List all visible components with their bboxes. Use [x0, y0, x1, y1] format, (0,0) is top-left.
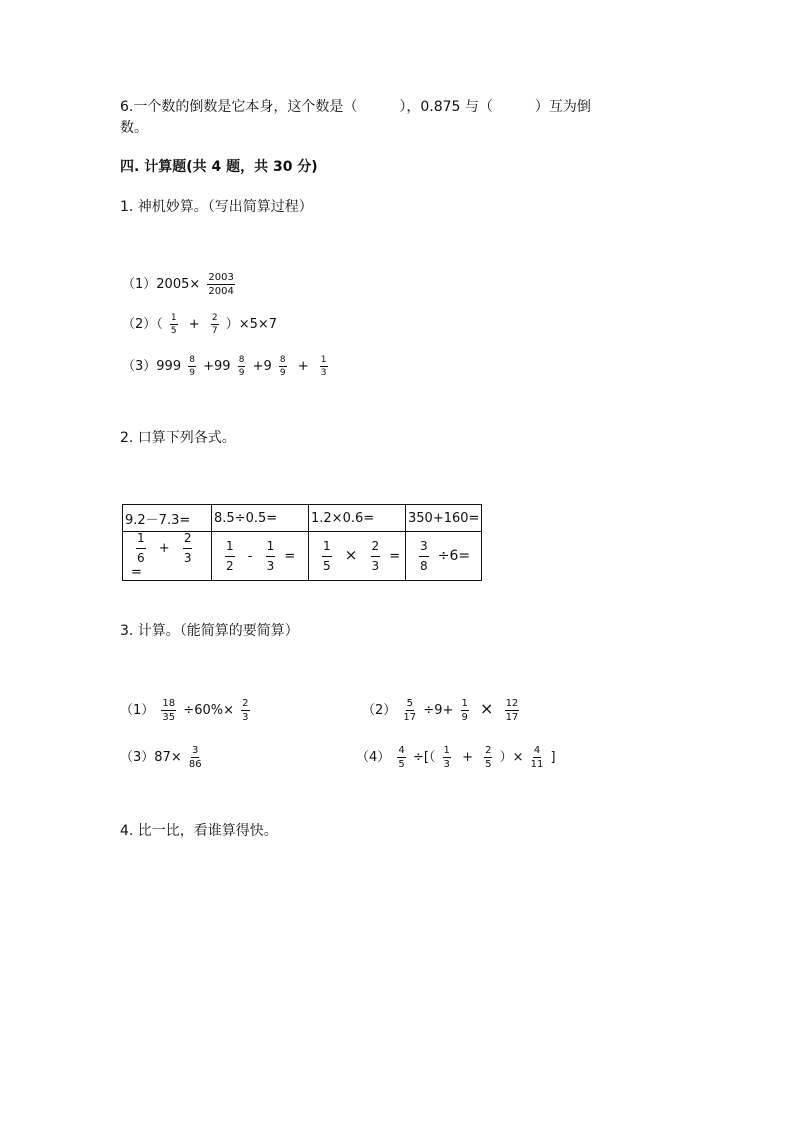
denominator: 35	[162, 712, 176, 723]
operator: +	[297, 359, 309, 374]
numerator: 2	[211, 313, 218, 323]
oral-calc-table	[122, 504, 482, 581]
numerator: 3	[419, 540, 429, 557]
cell-tail: ÷6=	[437, 547, 471, 564]
numerator: 3	[192, 745, 199, 756]
fraction	[320, 355, 328, 378]
numerator: 12	[505, 698, 519, 709]
item-label: （2）（	[122, 317, 163, 332]
numerator: 2	[485, 745, 492, 756]
denominator: 3	[371, 558, 380, 573]
fraction	[266, 540, 276, 573]
equals-sign: =	[284, 548, 296, 564]
fraction	[238, 355, 246, 378]
fraction	[531, 745, 544, 770]
fraction	[403, 698, 416, 723]
numerator: 4	[398, 745, 405, 756]
numerator: 2003	[208, 272, 234, 283]
numerator: 5	[406, 698, 413, 709]
denominator: 3	[266, 558, 275, 573]
item-label: （4）	[356, 750, 391, 765]
equals-sign: =	[131, 565, 142, 580]
problem4-title: 4. 比一比，看谁算得快。	[120, 823, 278, 839]
item-label: （3）87×	[120, 750, 182, 765]
denominator: 3	[443, 759, 450, 770]
fraction	[207, 272, 234, 297]
operator: ×	[480, 699, 494, 718]
denominator: 5	[398, 759, 405, 770]
denominator: 17	[505, 712, 519, 723]
fraction	[161, 698, 176, 723]
problem1-item3	[122, 355, 331, 378]
problem3-item4	[356, 745, 556, 770]
table-cell: 1.2×0.6=	[309, 505, 406, 532]
table-cell	[212, 532, 309, 581]
numerator: 1	[266, 540, 276, 557]
table-cell: 9.2－7.3=	[123, 505, 212, 532]
denominator: 3	[320, 368, 327, 378]
denominator: 9	[238, 368, 245, 378]
numerator: 18	[162, 698, 176, 709]
fraction	[443, 745, 451, 770]
q6-line2: 数。	[120, 120, 148, 136]
denominator: 2004	[208, 286, 234, 297]
fraction	[505, 698, 520, 723]
item-tail: ）×5×7	[225, 317, 278, 332]
table-row	[123, 532, 482, 581]
problem3-item3	[120, 745, 205, 770]
numerator: 8	[238, 355, 245, 365]
item-label: （1）2005×	[122, 277, 201, 292]
operator: -	[247, 548, 253, 564]
section-title: 四. 计算题(共 4 题，共 30 分)	[120, 159, 318, 175]
operator: +	[188, 317, 200, 332]
term: ）×	[499, 750, 524, 765]
numerator: 1	[322, 540, 332, 557]
numerator: 4	[533, 745, 541, 756]
problem2-title: 2. 口算下列各式。	[120, 430, 236, 446]
denominator: 6	[137, 551, 145, 565]
item-label: （2）	[362, 703, 397, 718]
operator: +	[462, 750, 473, 765]
fraction	[461, 698, 469, 723]
denominator: 7	[211, 326, 218, 336]
numerator: 1	[170, 313, 177, 323]
table-cell: 8.5÷0.5=	[212, 505, 309, 532]
operator: ×	[344, 545, 358, 564]
numerator: 2	[371, 540, 381, 557]
fraction	[419, 540, 429, 573]
fraction	[170, 313, 178, 336]
fraction	[183, 532, 193, 565]
numerator: 2	[242, 698, 249, 709]
table-row	[123, 505, 482, 532]
denominator: 5	[170, 326, 177, 336]
problem3-title: 3. 计算。（能简算的要简算）	[120, 623, 299, 639]
denominator: 5	[323, 558, 331, 573]
operator: +	[158, 541, 170, 556]
numerator: 8	[189, 355, 195, 365]
problem3-item2	[362, 698, 522, 723]
problem1-title: 1. 神机妙算。（写出简算过程）	[120, 199, 313, 215]
item-label: （3）999	[122, 359, 182, 374]
fraction	[136, 532, 146, 565]
problem3-item1	[120, 698, 253, 723]
denominator: 9	[279, 368, 286, 378]
table-cell	[406, 532, 482, 581]
term: ÷60%×	[183, 703, 234, 718]
numerator: 8	[279, 355, 286, 365]
fraction	[397, 745, 405, 770]
term: ]	[550, 750, 556, 765]
term: +9	[252, 359, 272, 374]
numerator: 1	[136, 532, 146, 549]
equals-sign: =	[389, 548, 401, 564]
denominator: 3	[183, 551, 192, 565]
fraction	[189, 745, 202, 770]
numerator: 2	[183, 532, 193, 549]
table-cell	[123, 532, 212, 581]
denominator: 9	[189, 368, 195, 378]
fraction	[322, 540, 332, 573]
table-cell	[309, 532, 406, 581]
denominator: 11	[530, 759, 544, 770]
numerator: 1	[461, 698, 468, 709]
numerator: 1	[443, 745, 450, 756]
q6-line1: 6.一个数的倒数是它本身，这个数是（ ），0.875 与（ ）互为倒	[120, 99, 591, 115]
denominator: 2	[226, 558, 234, 573]
table-cell: 350+160=	[406, 505, 482, 532]
numerator: 1	[225, 540, 235, 557]
fraction	[371, 540, 381, 573]
fraction	[188, 355, 196, 378]
denominator: 3	[242, 712, 249, 723]
term: +99	[203, 359, 231, 374]
problem1-item2	[122, 313, 277, 336]
term: ÷9+	[423, 703, 454, 718]
denominator: 17	[403, 712, 417, 723]
fraction	[241, 698, 249, 723]
denominator: 8	[420, 558, 428, 573]
numerator: 1	[320, 355, 327, 365]
fraction	[211, 313, 219, 336]
denominator: 86	[188, 759, 202, 770]
fraction	[279, 355, 287, 378]
fraction	[484, 745, 492, 770]
term: ÷[（	[412, 750, 436, 765]
fraction	[225, 540, 235, 573]
denominator: 5	[485, 759, 492, 770]
item-label: （1）	[120, 703, 155, 718]
problem1-item1	[122, 272, 238, 297]
denominator: 9	[461, 712, 468, 723]
